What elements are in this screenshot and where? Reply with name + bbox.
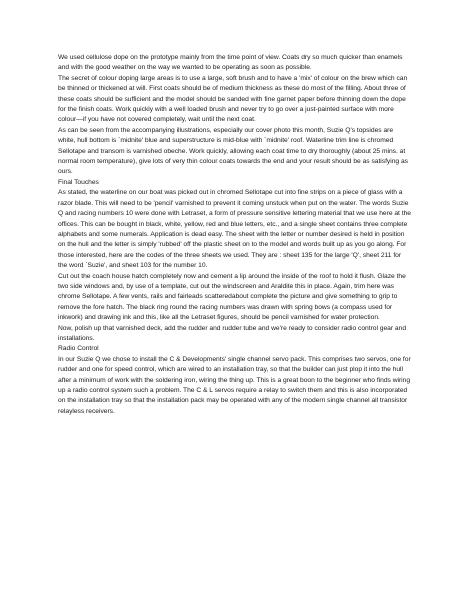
paragraph-colour-scheme: As can be seen from the accompanying illustrations, especially our cover photo this month, Suzie Q's topsides are white, hull bottom is `midnite' blue and superstructure is mid-blue with `midnite' roof. Waterline trim line is chromed Sellotape and transom is varnished obeche. Work quickly, allowing each coat time to dry thoroughly (about 25 mins. at normal room temperature), give lots of very thin colour coats towards the end and your result should be as satisfying as ours. (58, 126, 408, 176)
paragraph-waterline-letraset: As stated, the waterline on our boat was picked out in chromed Sellotape cut into fine strips on a piece of glass with a razor blade. This will need to be 'pencil' varnished to prevent it coming unstuck when put on the water. The words Suzie Q and racing numbers 10 were done with Letraset, a form of pressure sensitive lettering material that we use here at the offices. This can be bought in black, white, yellow, red and blue letters, etc., and a single sheet contains three complete alphabets and some numerals. Application is dead easy. The sheet with the letter or number desired is held in position on the hull and the letter is simply 'rubbed' off the plastic sheet on to the model and words built up as you go along. For those interested, here are the codes of the three sheets we used. They are : sheet 135 for the large 'Q', sheet 211 for the word `Suzie', and sheet 103 for the number 10. (58, 189, 411, 270)
document-page (58, 53, 412, 417)
paragraph-servo-pack: In our Suzie Q we chose to install the C & Developments' single channel servo pack. This comprises two servos, one for rudder and one for speed control, which are wired to an installation tray, so that the builder can just plop it into the hull after a minimum of work with the soldering iron, wiring the thing up. This is a great boon to the beginner who finds wiring up a radio control system such a problem. The C & L servos require a relay to switch them and this is also incorporated on the installation tray so that the installation pack may be operated with any of the modern single channel all transistor relayless receivers. (58, 355, 411, 415)
heading-radio-control: Radio Control (58, 345, 99, 353)
paragraph-polish-deck: Now, polish up that varnished deck, add the rudder and rudder tube and we're ready to consider radio control gear and installations. (58, 324, 407, 342)
paragraph-cellulose-dope: We used cellulose dope on the prototype mainly from the time point of view. Coats dry so much quicker than enamels and with the good weather on the way we wanted to be operating as soon as possible. (58, 54, 403, 72)
paragraph-colour-doping: The secret of colour doping large areas is to use a large, soft brush and to have a 'mix' of colour on the brew which can be thinned or thickened at will. First coats should be of medium thickness as these do most of the filling. About three of these coats should be sufficient and the model should be sanded with fine garnet paper before thinning down the dope for the finish coats. Work quickly with a well loaded brush and never try to go over a just-painted surface with more colour—if you have not covered completely, wait until the next coat. (58, 74, 408, 124)
heading-final-touches: Final Touches (58, 178, 99, 186)
paragraph-coach-house-hatch: Cut out the coach house hatch completely now and cement a lip around the inside of the roof to hold it flush. Glaze the two side windows and, by use of a template, cut out the windscreen and Araldite this in place. Again, trim here was chrome Sellotape. A few vents, rails and fairleads scatteredabout complete the picture and give something to grip to remove the fore hatch. The black ring round the racing numbers was drawn with spring bows (a compass used for inkwork) and drawing ink and this, like all the Letraset figures, should be pencil varnished for water protection. (58, 272, 406, 322)
